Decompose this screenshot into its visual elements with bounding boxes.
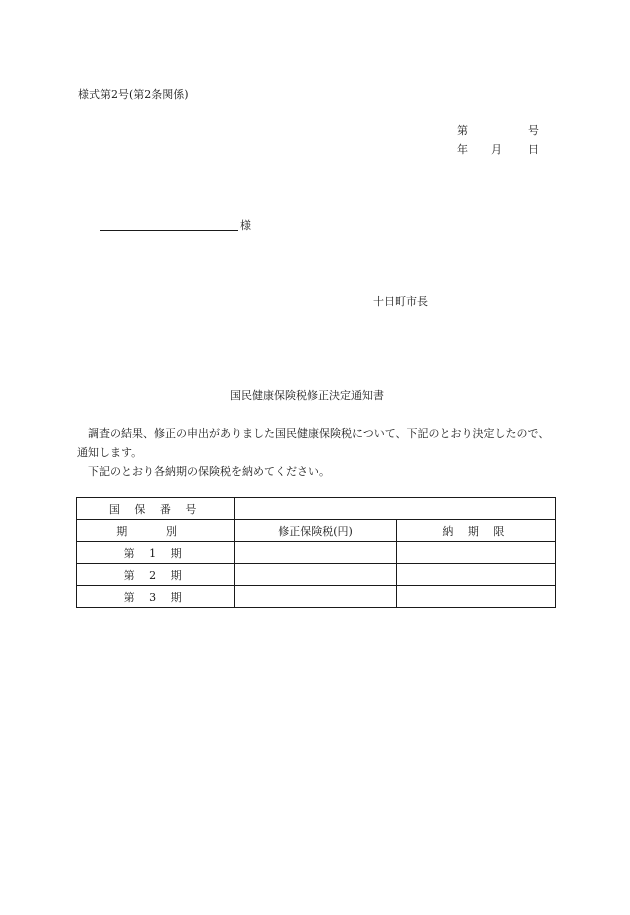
notice-paragraph-2: 下記のとおり各納期の保険税を納めてください。 [88, 465, 330, 478]
table-row [77, 542, 556, 564]
issuer-name: 十日町市長 [373, 295, 428, 308]
recipient-honorific: 様 [240, 219, 251, 232]
notice-paragraph-1: 調査の結果、修正の申出がありました国民健康保険税について、下記のとおり決定したので、通知します。 [77, 427, 550, 459]
period-label: 第 2 期 [77, 564, 235, 586]
amount-cell [234, 586, 397, 608]
date-year-label: 年 [457, 143, 468, 156]
due-date-cell [397, 586, 556, 608]
table-row [77, 586, 556, 608]
date-day-label: 日 [528, 143, 539, 156]
insurance-number-value [234, 498, 555, 520]
table-header-row [77, 520, 556, 542]
header-period: 期 別 [77, 520, 235, 542]
document-title: 国民健康保険税修正決定通知書 [230, 389, 384, 402]
due-date-cell [397, 542, 556, 564]
header-due-date: 納 期 限 [397, 520, 556, 542]
document-number-label: 第 [457, 124, 468, 137]
recipient-name-line [100, 230, 238, 231]
amount-cell [234, 542, 397, 564]
insurance-number-row [77, 498, 556, 520]
notice-body [77, 424, 557, 481]
amount-cell [234, 564, 397, 586]
tax-period-table [76, 497, 556, 608]
table-row [77, 564, 556, 586]
header-amount: 修正保険税(円) [234, 520, 397, 542]
period-label: 第 1 期 [77, 542, 235, 564]
period-label: 第 3 期 [77, 586, 235, 608]
due-date-cell [397, 564, 556, 586]
date-month-label: 月 [491, 143, 502, 156]
form-number: 様式第2号(第2条関係) [78, 88, 189, 101]
document-number-suffix: 号 [528, 124, 539, 137]
insurance-number-label: 国 保 番 号 [77, 498, 235, 520]
